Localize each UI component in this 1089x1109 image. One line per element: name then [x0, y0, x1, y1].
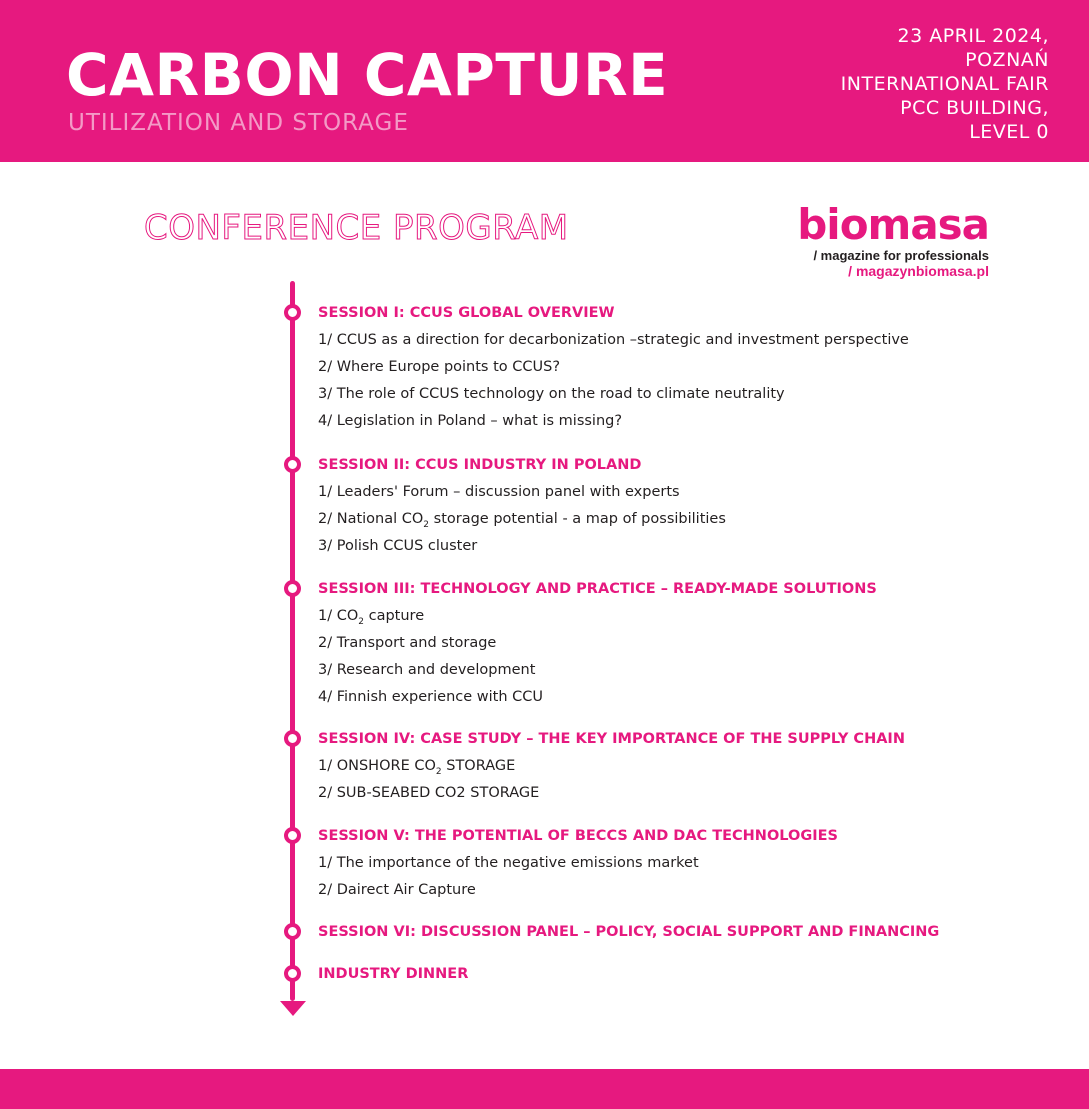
session-item — [318, 606, 424, 626]
session-title: SESSION IV: CASE STUDY – THE KEY IMPORTANCE OF THE SUPPLY CHAIN — [318, 731, 905, 747]
timeline-dot-icon — [284, 923, 301, 940]
item-text: STORAGE — [441, 758, 516, 774]
timeline-arrow-icon — [280, 1001, 306, 1016]
event-subtitle: UTILIZATION AND STORAGE — [68, 110, 409, 136]
subscript: 2 — [423, 519, 430, 530]
session-item — [318, 756, 515, 776]
timeline-dot-icon — [284, 456, 301, 473]
session-item: 2/ SUB-SEABED CO2 STORAGE — [318, 785, 540, 801]
session-item: 2/ Dairect Air Capture — [318, 882, 476, 898]
timeline-dot-icon — [284, 730, 301, 747]
event-info — [841, 24, 1049, 144]
session-item: 3/ Research and development — [318, 662, 536, 678]
session-title: INDUSTRY DINNER — [318, 966, 469, 982]
event-info-line: POZNAŃ — [965, 49, 1049, 71]
session-title: SESSION V: THE POTENTIAL OF BECCS AND DAC TECHNOLOGIES — [318, 828, 838, 844]
event-info-line: 23 APRIL 2024, — [897, 25, 1049, 47]
session-item: 2/ Where Europe points to CCUS? — [318, 359, 561, 375]
session-title: SESSION VI: DISCUSSION PANEL – POLICY, SOCIAL SUPPORT AND FINANCING — [318, 924, 940, 940]
timeline-dot-icon — [284, 580, 301, 597]
item-text: 2/ National CO — [318, 511, 424, 527]
session-item — [318, 509, 726, 529]
session-item: 3/ The role of CCUS technology on the road to climate neutrality — [318, 386, 785, 402]
session-item: 1/ The importance of the negative emissions market — [318, 855, 699, 871]
session-item: 2/ Transport and storage — [318, 635, 497, 651]
event-info-line: INTERNATIONAL FAIR — [840, 73, 1049, 95]
session-item: 3/ Polish CCUS cluster — [318, 538, 478, 554]
biomasa-logo — [797, 202, 989, 280]
logo-url: / magazynbiomasa.pl — [848, 263, 989, 279]
session-item: 4/ Finnish experience with CCU — [318, 689, 544, 705]
item-text: 1/ CO — [318, 608, 359, 624]
logo-wordmark: biomasa — [797, 200, 989, 249]
timeline-line — [290, 281, 295, 1001]
session-item: 1/ Leaders' Forum – discussion panel with experts — [318, 484, 680, 500]
event-info-line: PCC BUILDING, — [900, 97, 1049, 119]
session-title: SESSION I: CCUS GLOBAL OVERVIEW — [318, 305, 615, 321]
timeline-dot-icon — [284, 304, 301, 321]
subscript: 2 — [358, 616, 364, 627]
event-title: CARBON CAPTURE — [66, 41, 669, 109]
item-text: storage potential - a map of possibilities — [429, 511, 726, 527]
session-item: 1/ CCUS as a direction for decarbonization –strategic and investment perspective — [318, 332, 909, 348]
item-text: 1/ ONSHORE CO — [318, 758, 436, 774]
session-item: 4/ Legislation in Poland – what is missing? — [318, 413, 623, 429]
footer-bar — [0, 1069, 1089, 1109]
item-text: capture — [364, 608, 425, 624]
timeline-dot-icon — [284, 965, 301, 982]
timeline-dot-icon — [284, 827, 301, 844]
session-title: SESSION III: TECHNOLOGY AND PRACTICE – READY-MADE SOLUTIONS — [318, 581, 877, 597]
program-title: CONFERENCE PROGRAM — [144, 208, 569, 248]
subscript: 2 — [435, 766, 442, 777]
session-title: SESSION II: CCUS INDUSTRY IN POLAND — [318, 457, 642, 473]
event-info-line: LEVEL 0 — [969, 121, 1049, 143]
logo-tagline: / magazine for professionals — [813, 248, 989, 263]
header-banner — [0, 0, 1089, 162]
